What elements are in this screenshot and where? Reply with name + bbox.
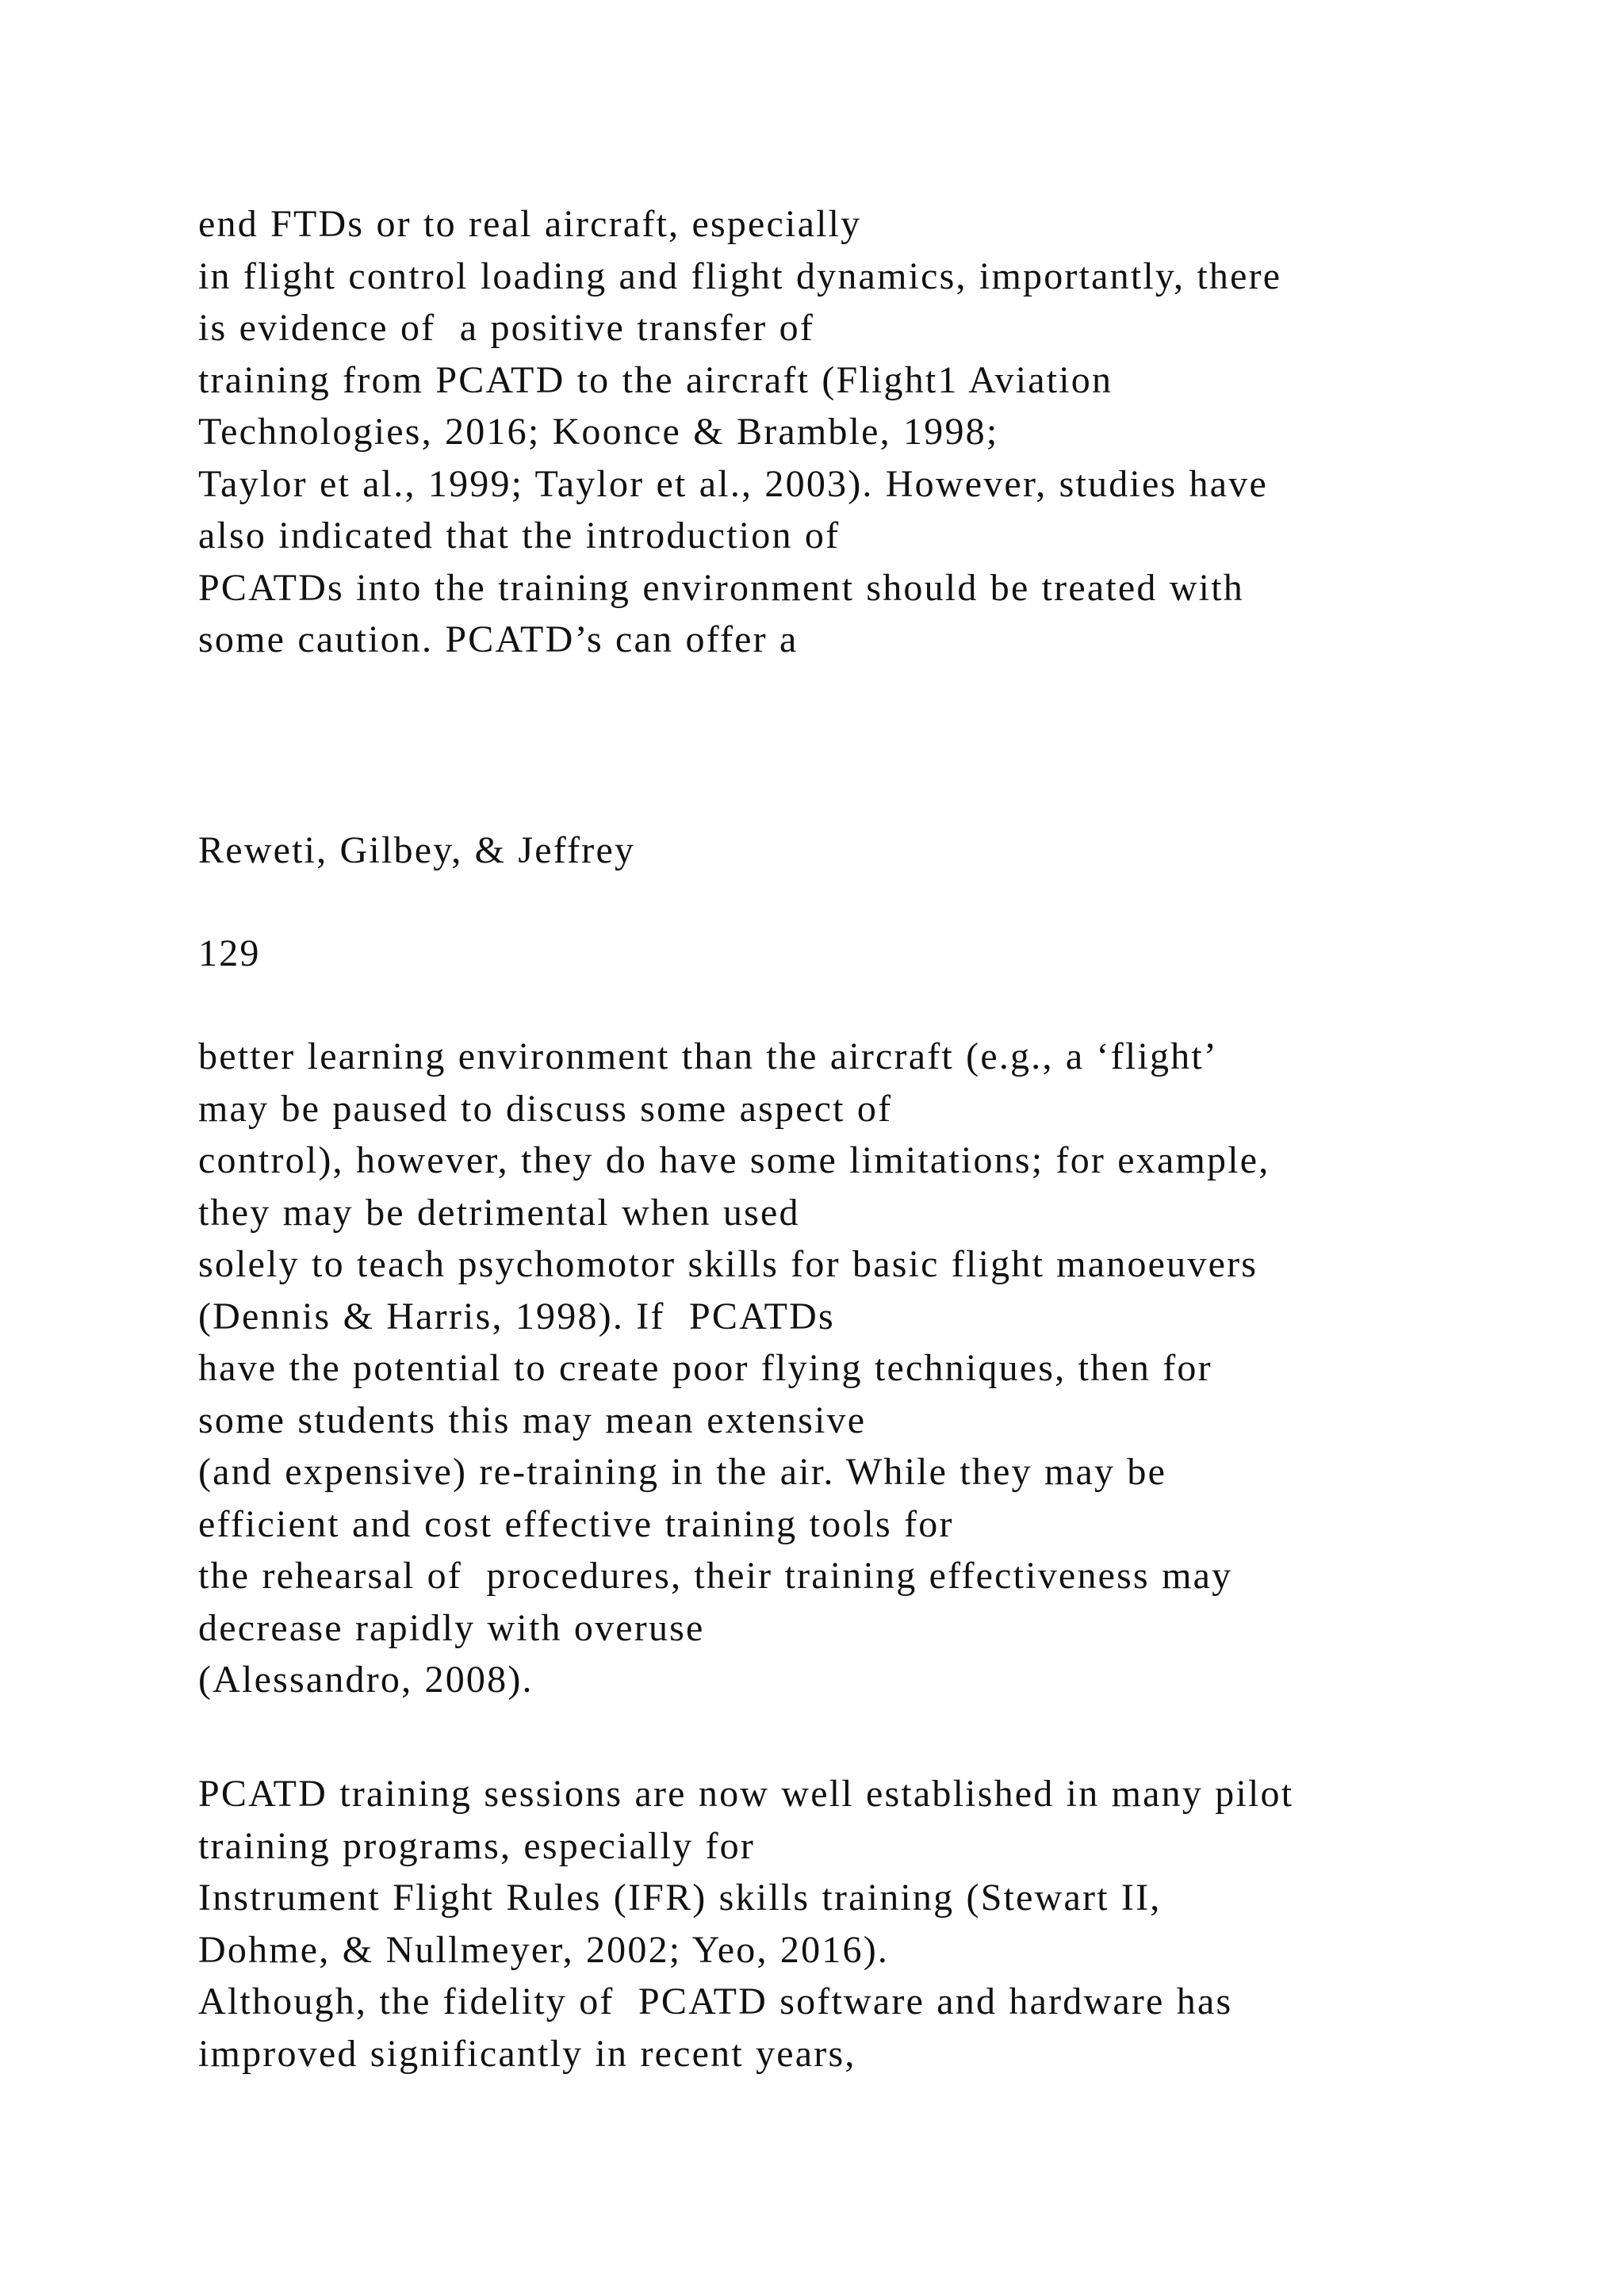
author-names: Reweti, Gilbey, & Jeffrey	[198, 829, 636, 871]
text-line: some students this may mean extensive	[198, 1399, 867, 1441]
text-line: (and expensive) re-training in the air. While they may be	[198, 1451, 1167, 1493]
text-line: (Alessandro, 2008).	[198, 1659, 534, 1701]
running-header-page-number	[198, 928, 1499, 980]
text-line: decrease rapidly with overuse	[198, 1606, 705, 1649]
paragraph-pcatd-training-sessions	[198, 1768, 1499, 2080]
text-line: may be paused to discuss some aspect of	[198, 1087, 893, 1130]
text-line: training from PCATD to the aircraft (Flight1 Aviation	[198, 358, 1113, 401]
text-line: Although, the fidelity of PCATD software and hardware has	[198, 1980, 1233, 2022]
text-line: solely to teach psychomotor skills for basic flight manoeuvers	[198, 1243, 1258, 1285]
text-line: better learning environment than the aircraft (e.g., a ‘flight’	[198, 1035, 1219, 1077]
text-line: in flight control loading and flight dynamics, importantly, there	[198, 254, 1282, 297]
text-line: also indicated that the introduction of	[198, 515, 841, 557]
text-line: control), however, they do have some limitations; for example,	[198, 1139, 1270, 1181]
running-header-authors	[198, 825, 1499, 877]
text-line: Taylor et al., 1999; Taylor et al., 2003). However, studies have	[198, 462, 1268, 505]
text-line: PCATDs into the training environment should be treated with	[198, 566, 1244, 609]
text-line: PCATD training sessions are now well established in many pilot	[198, 1773, 1294, 1815]
paragraph-transfer-of-training	[198, 198, 1499, 666]
text-line: some caution. PCATD’s can offer a	[198, 618, 799, 660]
text-line: efficient and cost effective training tools for	[198, 1502, 954, 1545]
page-number: 129	[198, 932, 261, 974]
text-line: Instrument Flight Rules (IFR) skills training (Stewart II,	[198, 1877, 1162, 1919]
text-line: the rehearsal of procedures, their training effectiveness may	[198, 1555, 1233, 1597]
text-line: end FTDs or to real aircraft, especially	[198, 203, 862, 245]
paragraph-learning-environment	[198, 1031, 1499, 1706]
text-line: they may be detrimental when used	[198, 1191, 800, 1234]
text-line: have the potential to create poor flying techniques, then for	[198, 1347, 1212, 1389]
text-line: Technologies, 2016; Koonce & Bramble, 1998;	[198, 411, 999, 453]
text-line: improved significantly in recent years,	[198, 2032, 856, 2075]
text-line: is evidence of a positive transfer of	[198, 307, 815, 349]
text-line: (Dennis & Harris, 1998). If PCATDs	[198, 1295, 835, 1337]
text-line: Dohme, & Nullmeyer, 2002; Yeo, 2016).	[198, 1928, 890, 1971]
text-line: training programs, especially for	[198, 1824, 756, 1867]
